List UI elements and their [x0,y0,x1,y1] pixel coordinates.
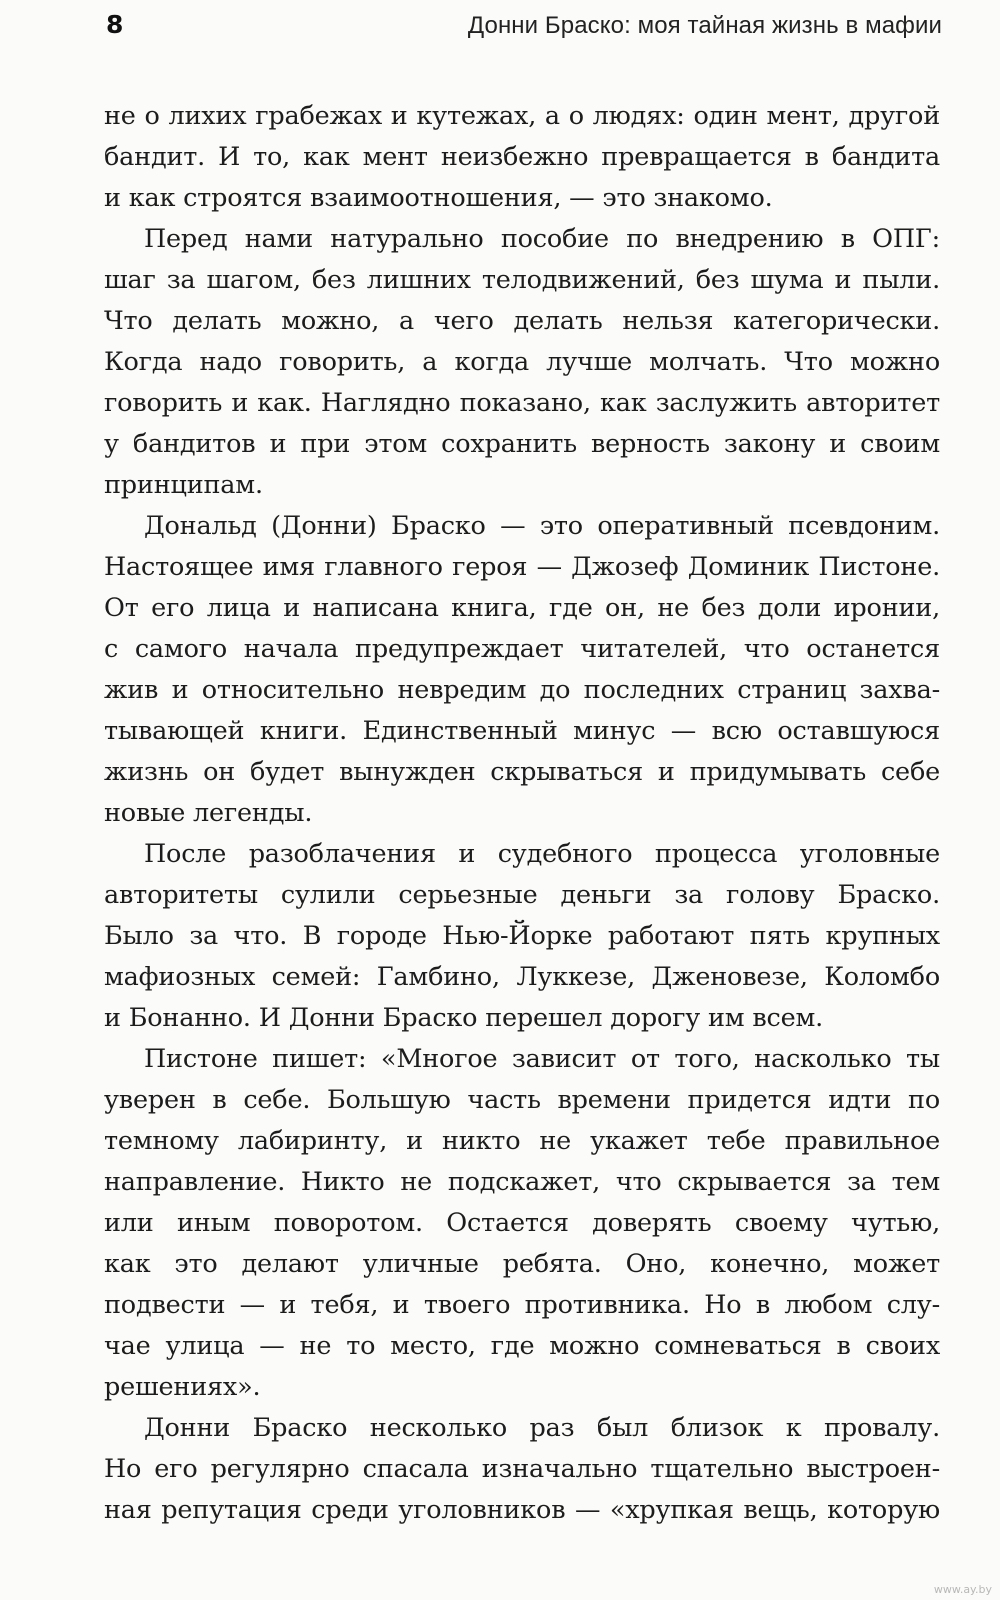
text-line: не о лихих грабежах и кутежах, а о людях: один мент, другой [104,101,940,131]
text-line: бандит. И то, как мент неизбежно превращается в бандита [104,142,940,172]
paragraph [104,1039,940,1408]
text-line: жизнь он будет вынужден скрываться и придумывать себе [104,757,940,787]
text-line: уверен в себе. Большую часть времени придется идти по [104,1085,940,1115]
text-line: решениях». [104,1372,261,1402]
text-line: Когда надо говорить, а когда лучше молчать. Что можно [104,347,940,377]
text-line: жив и относительно невредим до последних страниц захва- [104,675,940,705]
paragraph [104,834,940,1039]
text-line: или иным поворотом. Остается доверять своему чутью, [104,1208,940,1238]
text-line: с самого начала предупреждает читателей, что останется [104,634,940,664]
running-title: Донни Браско: моя тайная жизнь в мафии [467,12,942,39]
text-line: говорить и как. Наглядно показано, как заслужить авторитет [104,388,940,418]
paragraph [104,219,940,506]
text-line: Донни Браско несколько раз был близок к провалу. [144,1413,940,1443]
text-line: От его лица и написана книга, где он, не без доли иронии, [104,593,940,623]
text-line: принципам. [104,470,263,500]
text-line: Настоящее имя главного героя — Джозеф Доминик Пистоне. [104,552,940,582]
paragraph [104,1408,940,1531]
paragraph [104,96,940,219]
text-line: направление. Никто не подскажет, что скрывается за тем [104,1167,940,1197]
text-line: тывающей книги. Единственный минус — всю оставшуюся [104,716,940,746]
text-line: Что делать можно, а чего делать нельзя категорически. [104,306,940,336]
text-line: у бандитов и при этом сохранить верность закону и своим [104,429,940,459]
text-line: После разоблачения и судебного процесса уголовные [144,839,940,869]
text-line: шаг за шагом, без лишних телодвижений, без шума и пыли. [104,265,940,295]
text-line: и Бонанно. И Донни Браско перешел дорогу им всем. [104,1003,824,1033]
text-line: Было за что. В городе Нью-Йорке работают пять крупных [104,921,940,951]
text-line: и как строятся взаимоотношения, — это знакомо. [104,183,773,213]
body-text [104,96,940,1531]
text-line: чае улица — не то место, где можно сомневаться в своих [104,1331,940,1361]
text-line: Но его регулярно спасала изначально тщательно выстроен- [104,1454,940,1484]
text-line: Перед нами натурально пособие по внедрению в ОПГ: [144,224,940,254]
text-line: Пистоне пишет: «Многое зависит от того, насколько ты [144,1044,940,1074]
text-line: новые легенды. [104,798,313,828]
paragraph [104,506,940,834]
text-line: Дональд (Донни) Браско — это оперативный псевдоним. [144,511,940,541]
text-line: ная репутация среди уголовников — «хрупкая вещь, которую [104,1495,940,1525]
page-number: 8 [106,10,124,39]
running-header [106,10,942,52]
text-line: темному лабиринту, и никто не укажет тебе правильное [104,1126,940,1156]
text-line: авторитеты сулили серьезные деньги за голову Браско. [104,880,940,910]
text-line: мафиозных семей: Гамбино, Луккезе, Дженовезе, Коломбо [104,962,940,992]
watermark: www.ay.by [933,1583,992,1596]
text-line: как это делают уличные ребята. Оно, конечно, может [104,1249,940,1279]
text-line: подвести — и тебя, и твоего противника. Но в любом слу- [104,1290,940,1320]
